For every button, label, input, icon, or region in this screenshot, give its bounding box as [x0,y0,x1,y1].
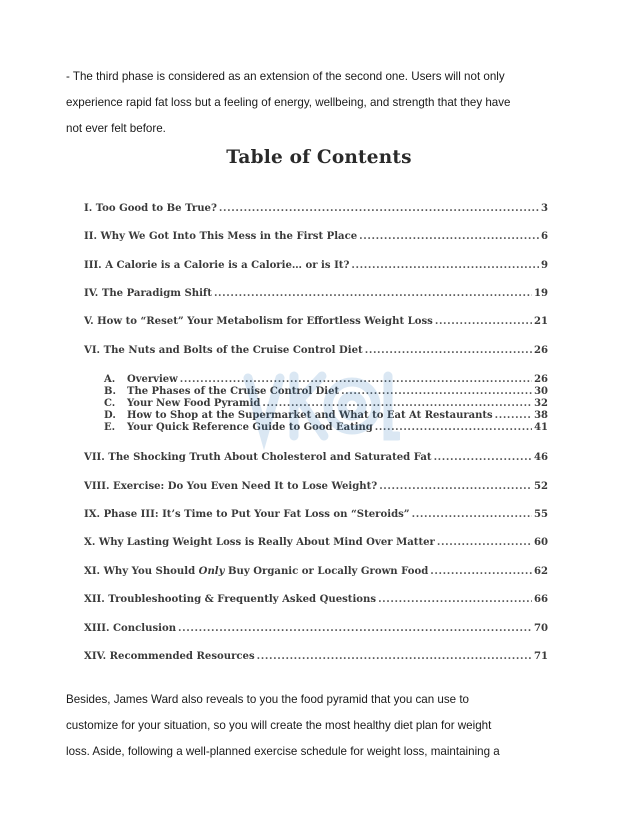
toc-leader-dots [379,481,532,492]
toc-page-number: 9 [540,260,548,271]
toc-page-number: 55 [533,509,548,520]
toc-leader-dots [262,398,532,409]
toc-page-number: 19 [533,288,548,299]
toc-subentry-b: B. The Phases of the Cruise Control Diet ..... 30 [104,386,548,397]
toc-entry-7: VII. The Shocking Truth About Cholesterol and Saturated Fat ..... 46 [84,452,548,463]
outro-line-2: customize for your situation, so you will create the most healthy diet plan for weight [66,719,492,732]
toc-page-number: 66 [533,594,548,605]
toc-subentry-e: E. Your Quick Reference Guide to Good Eating ..... 41 [104,422,548,433]
toc-subentry-c: C. Your New Food Pyramid ..... 32 [104,398,548,409]
toc-leader-dots [178,623,532,634]
toc-leader-dots [257,651,532,662]
toc-leader-dots [214,288,532,299]
toc-leader-dots [219,203,539,214]
toc-page-number: 71 [533,651,548,662]
toc-page-number: 21 [533,316,548,327]
toc-leader-dots [412,509,532,520]
toc-page-number: 52 [533,481,548,492]
toc-leader-dots [437,537,532,548]
toc-page-number: 38 [534,410,548,421]
toc-leader-dots [341,386,532,397]
toc-leader-dots [180,374,532,385]
toc-entry-1: I. Too Good to Be True? ..... 3 [84,203,548,214]
toc-leader-dots [435,316,532,327]
toc-leader-dots [430,566,532,577]
toc-entry-2: II. Why We Got Into This Mess in the First Place ..... 6 [84,231,548,242]
toc-entry-9: IX. Phase III: It’s Time to Put Your Fat Loss on “Steroids” ..... 55 [84,509,548,520]
toc-leader-dots [375,422,532,433]
toc-page-number: 32 [534,398,548,409]
toc-entry-13: XIII. Conclusion ..... 70 [84,623,548,634]
toc-page-number: 26 [534,374,548,385]
outro-paragraph [66,687,576,765]
toc-page-number: 46 [533,452,548,463]
toc-leader-dots [378,594,532,605]
intro-line-2: experience rapid fat loss but a feeling of energy, wellbeing, and strength that they have [66,96,511,109]
toc-entry-6: VI. The Nuts and Bolts of the Cruise Control Diet ..... 26 [84,345,548,356]
toc-leader-dots [365,345,532,356]
toc-page-number: 26 [533,345,548,356]
toc-leader-dots [434,452,532,463]
toc-leader-dots [351,260,539,271]
toc-leader-dots [495,410,532,421]
toc-entry-8: VIII. Exercise: Do You Even Need It to Lose Weight? ..... 52 [84,481,548,492]
toc-page-number: 30 [534,386,548,397]
toc-page-number: 3 [540,203,548,214]
toc-entry-14: XIV. Recommended Resources ..... 71 [84,651,548,662]
toc-page-number: 62 [533,566,548,577]
toc-entry-5: V. How to “Reset” Your Metabolism for Effortless Weight Loss ..... 21 [84,316,548,327]
toc-emphasis: Only [198,566,225,577]
toc-entry-11: XI. Why You Should Only Buy Organic or Locally Grown Food ..... 62 [84,566,548,577]
toc-page-number: 6 [540,231,548,242]
outro-line-3: loss. Aside, following a well-planned exercise schedule for weight loss, maintaining a [66,745,500,758]
toc-page-number: 70 [533,623,548,634]
toc-leader-dots [359,231,539,242]
toc-page-number: 41 [534,422,548,433]
table-of-contents-image [84,143,554,683]
toc-title: Table of Contents [226,147,412,168]
intro-paragraph [66,64,576,142]
toc-entry-12: XII. Troubleshooting & Frequently Asked Questions ..... 66 [84,594,548,605]
outro-line-1: Besides, James Ward also reveals to you the food pyramid that you can use to [66,693,469,706]
toc-entry-3: III. A Calorie is a Calorie is a Calorie… or is It? ..... 9 [84,260,548,271]
toc-subentry-d: D. How to Shop at the Supermarket and What to Eat At Restaurants ..... 38 [104,410,548,421]
toc-entry-4: IV. The Paradigm Shift ..... 19 [84,288,548,299]
intro-line-3: not ever felt before. [66,122,166,135]
toc-subentry-a: A. Overview ..... 26 [104,374,548,385]
intro-line-1: - The third phase is considered as an extension of the second one. Users will not only [66,70,505,83]
toc-page-number: 60 [533,537,548,548]
toc-entry-10: X. Why Lasting Weight Loss is Really About Mind Over Matter ..... 60 [84,537,548,548]
